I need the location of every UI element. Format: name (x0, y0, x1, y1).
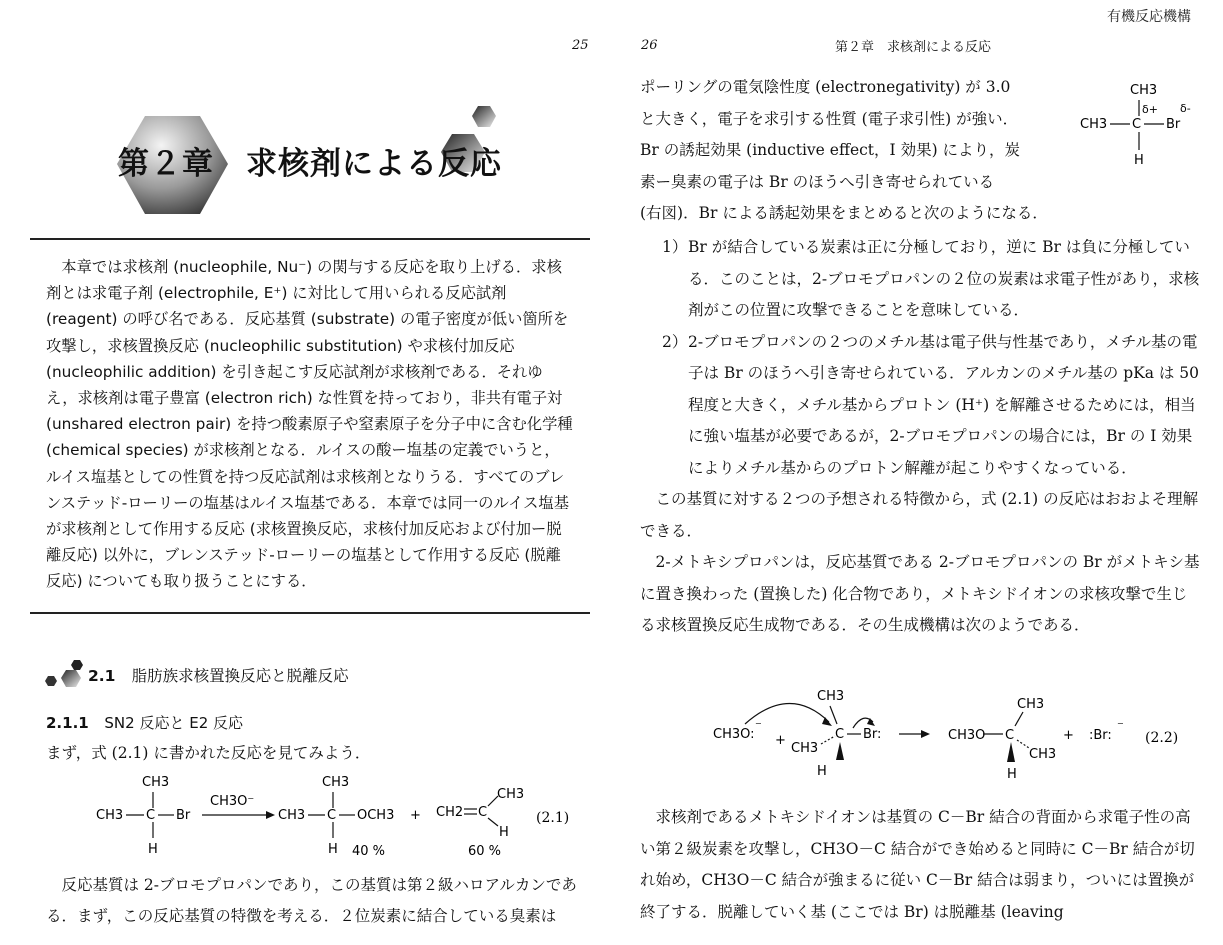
eq21-prod1-ch3-left: CH3 (278, 808, 306, 823)
subsection-title: SN2 反応と E2 反応 (104, 714, 244, 732)
para2: この基質に対する２つの予想される特徴から，式 (2.1) の反応はおおよそ理解できる． (640, 490, 1199, 540)
eq21-yield1: 40 % (352, 844, 386, 859)
intro-paragraph (46, 254, 574, 595)
eq21-prod1-h: H (328, 842, 338, 857)
eq21-prod2-ch2: CH2 (436, 805, 464, 820)
intro-bottom-rule (30, 612, 590, 614)
fig-ch3-top: CH3 (1130, 83, 1158, 98)
list-item-2 (640, 327, 1200, 485)
eq21-prod2-c: C (478, 805, 488, 820)
fig-br: Br (1166, 117, 1181, 132)
para1-line: 素ー臭素の電子は Br のほうへ引き寄せられている (640, 172, 995, 191)
eq21-ch3-top: CH3 (142, 775, 170, 790)
corner-label: 有機反応機構 (1107, 9, 1191, 25)
eq21-yield2: 60 % (468, 844, 502, 859)
para1 (640, 72, 1070, 230)
para3: 2-メトキシプロパンは，反応基質である 2-ブロモプロパンの Br がメトキシ基に置き換わった (置換した) 化合物であり，メトキシドイオンの求核攻撃で生じる求核置換反応生成物である．その生成機構は次のようである． (640, 553, 1200, 634)
eq22-prod-och3: CH3O (948, 728, 986, 743)
para1-line: (右図)．Br による誘起効果をまとめると次のようになる． (640, 204, 1048, 222)
para4: 求核剤であるメトキシドイオンは基質の C－Br 結合の背面から求電子性の高い第２級炭素を攻撃し，CH3O－C 結合ができ始めると同時に C－Br 結合が切れ始め，CH3O－C 結合が強まるに従い C－Br 結合は弱まり，ついには置換が終了する．脱離していく基 (ここでは Br) は脱離基 (leaving (640, 808, 1195, 921)
para1-line: と大きく，電子を求引する性質 (電子求引性) が強い． (640, 109, 1019, 128)
eq22-prod-ch3-top: CH3 (1017, 697, 1045, 712)
section-heading (88, 664, 349, 686)
lead-sentence: まず，式 (2.1) に書かれた反応を見てみよう． (46, 744, 371, 762)
eq21-prod2-h: H (499, 825, 509, 840)
list-marker-1: 1） (662, 238, 688, 256)
eq22-br: Br: (863, 727, 882, 742)
subsection-number: 2.1.1 (46, 714, 89, 732)
fig-delta-plus: δ+ (1142, 103, 1158, 116)
fig-delta-minus: δ- (1180, 102, 1191, 115)
list-item-1 (640, 232, 1200, 327)
fig-c: C (1132, 117, 1142, 132)
eq21-h: H (148, 842, 158, 857)
eq22-plus2: + (1063, 728, 1074, 743)
para1-line: Br の誘起効果 (inductive effect，I 効果) により，炭 (640, 141, 1021, 159)
equation-2-1 (80, 770, 590, 862)
right-page-number: 26 (641, 38, 658, 53)
eq21-plus: + (410, 808, 421, 823)
fig-ch3-left: CH3 (1080, 117, 1108, 132)
equation-2-2 (705, 684, 1205, 784)
eq22-nu: CH3O: (713, 727, 755, 742)
eq22-ch3-left: CH3 (791, 741, 819, 756)
eq21-br: Br (176, 808, 191, 823)
running-head: 第２章 求核剤による反応 (835, 40, 992, 55)
eq22-ch3-top: CH3 (817, 689, 845, 704)
eq21-prod1-ch3-top: CH3 (322, 775, 350, 790)
eq21-label: (2.1) (536, 810, 570, 826)
left-page-number: 25 (572, 38, 589, 53)
eq22-h: H (817, 764, 827, 779)
left-bottom-paragraph: 反応基質は 2-ブロモプロパンであり，この基質は第２級ハロアルカンである．まず，この反応基質の特徴を考える．２位炭素に結合している臭素は (46, 876, 577, 925)
small-hexagon-top (472, 106, 496, 127)
eq22-label: (2.2) (1145, 730, 1179, 746)
section-number: 2.1 (88, 667, 116, 685)
list-items (640, 232, 1200, 642)
chapter-title: 第２章 求核剤による反応 (118, 146, 502, 182)
eq22-plus1: + (775, 733, 786, 748)
figure-polarized-molecule (1076, 78, 1206, 174)
eq22-nu-charge: ⁻ (755, 719, 762, 734)
eq22-br-charge: ⁻ (1117, 719, 1124, 734)
eq22-prod-ch3-right: CH3 (1029, 747, 1057, 762)
eq21-c: C (146, 808, 156, 823)
eq21-prod1-c: C (327, 808, 337, 823)
intro-top-rule (30, 238, 590, 240)
eq21-prod2-ch3: CH3 (497, 787, 525, 802)
list-marker-2: 2） (662, 332, 688, 351)
section-hexagon-icon (44, 658, 88, 690)
eq21-prod1-och3: OCH3 (357, 808, 395, 823)
eq22-prod-c: C (1005, 728, 1015, 743)
list-item-2-text: 2-ブロモプロパンの２つのメチル基は電子供与性基であり，メチル基の電子は Br のほうへ引き寄せられている．アルカンのメチル基の pKa は 50 程度と大きく，メチル基からプロトン (H⁺) を解離させるためには，相当に強い塩基が必要であるが，2-ブロモプロパンの場合には，Br の I 効果によりメチル基からのプロトン解離が起こりやすくなっている． (688, 332, 1200, 477)
section-title: 脂肪族求核置換反応と脱離反応 (131, 667, 349, 685)
fig-h: H (1134, 153, 1144, 168)
eq22-br-ion: :Br: (1089, 728, 1112, 743)
eq22-prod-h: H (1007, 767, 1017, 782)
eq21-ch3-left: CH3 (96, 808, 124, 823)
eq21-reagent: CH3O⁻ (210, 794, 255, 809)
eq22-c: C (835, 727, 845, 742)
para1-line: ポーリングの電気陰性度 (electronegativity) が 3.0 (640, 78, 1011, 96)
list-item-1-text: Br が結合している炭素は正に分極しており，逆に Br は負に分極している．このことは，2-ブロモプロパンの２位の炭素は求電子性があり，求核剤がこの位置に攻撃できることを意味している． (688, 238, 1200, 319)
intro-text: 本章では求核剤 (nucleophile, Nu⁻) の関与する反応を取り上げる．求核剤とは求電子剤 (electrophile, E⁺) に対比して用いられる反応試剤 (reagent) の呼び名である．反応基質 (substrate) の電子密度が低い箇所を攻撃し，求核置換反応 (nucleophilic substitution) や求核付加反応 (nucleophilic addition) を引き起こす反応試剤が求核剤である．それゆえ，求核剤は電子豊富 (electron rich) な性質を持っており，非共有電子対 (unshared electron pair) を持つ酸素原子や窒素原子を分子中に含む化学種 (chemical species) が求核剤となる．ルイスの酸ー塩基の定義でいうと，ルイス塩基としての性質を持つ反応試剤は求核剤となりうる．すべてのブレンステッド-ローリーの塩基はルイス塩基である．本章では同一のルイス塩基が求核剤として作用する反応 (求核置換反応，求核付加反応および付加ー脱離反応) 以外に，ブレンステッド-ローリーの塩基として作用する反応 (脱離反応) についても取り扱うことにする． (46, 258, 573, 591)
subsection-heading (46, 712, 243, 733)
